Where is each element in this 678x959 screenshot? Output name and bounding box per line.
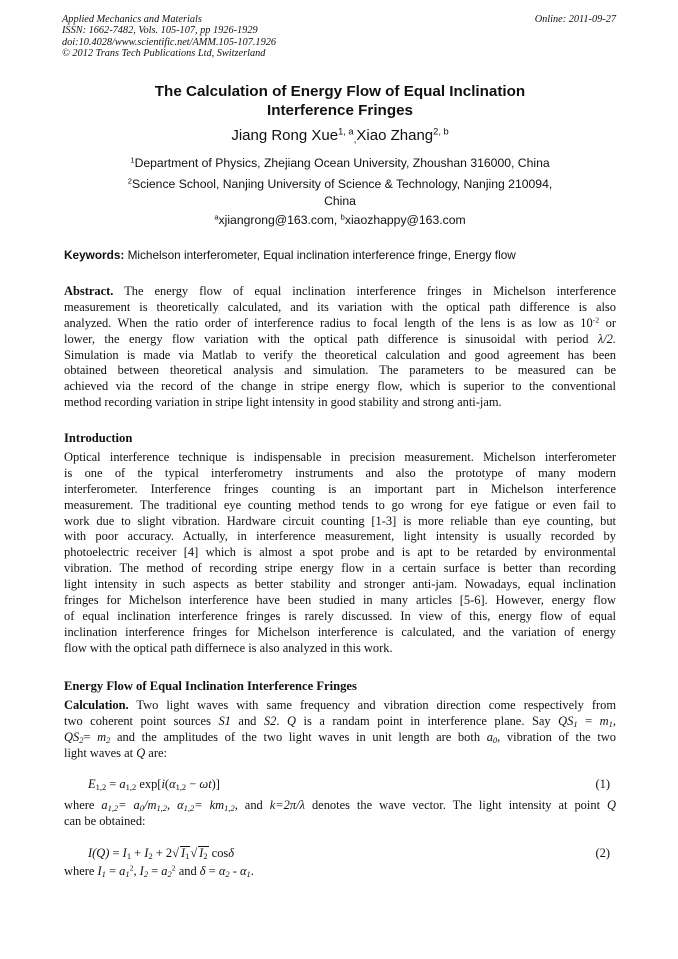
introduction-paragraph [64,450,616,657]
exponent: 2 [129,863,134,873]
body-text: and [175,864,200,878]
body-text: = [148,864,162,878]
author-1-name: Jiang Rong Xue [231,127,339,144]
symbol: Q [607,798,617,812]
abstract-text: The energy flow of equal inclination interference fringes in Michelson interference [113,284,616,298]
journal-header-left [62,14,616,60]
subscript: 1 [126,851,132,862]
abstract-line [64,316,616,332]
abstract-line: method recording variation in stripe light intensity in good stability and strong anti-jam. [64,395,502,410]
symbol: a [486,729,493,744]
math-symbol: I [199,846,204,860]
author-2-name: Xiao Zhang [356,127,434,144]
keywords-text: Michelson interferometer, Equal inclination interference fringe, Energy flow [124,248,516,262]
equation-1 [88,776,616,794]
definitions-line [64,798,616,814]
calculation-text: Two light waves with same frequency and vibration direction come respectively from [128,698,616,712]
title-line-2: Interference Fringes [266,102,414,119]
subscript: 0 [492,734,498,745]
affiliation-2-country: China [324,194,356,208]
sqrt-radicand [198,846,208,860]
calculation-line [64,698,616,714]
intensity-definitions [64,864,616,880]
calculation-text: . [276,713,287,728]
math-function: cos [208,846,229,860]
introduction-line: work due to slight vibration. Hardware circuit counting [1-3] is more reliable than eye counting, but [64,513,616,528]
introduction-line: with poor accuracy. Actually, in interference measurement, light intensity is usually recorded by [64,529,616,544]
math-operator: = [109,846,123,860]
equation-1-number: (1) [595,777,610,791]
abstract-text: lower, the energy flow variation with the optical path difference is sinusoidal with period [64,331,598,346]
author-emails [64,212,616,229]
body-text: = [105,864,120,878]
introduction-line: of equal inclination interference fringes is rarely discussed. In view of this, energy flow of equal [64,608,616,623]
subscript: 2 [143,869,149,880]
affiliation-2 [64,176,616,210]
math-symbol: E [88,777,96,791]
author-list [64,127,616,145]
math-symbol: i [161,777,165,791]
body-text: . [250,864,254,878]
paper-title [64,82,616,120]
abstract-text: analyzed. When the ratio order of interference radius to focal length of the lens is as low as 10 [64,315,593,330]
email-b-mark: b [340,212,345,222]
math-operator: + [131,846,145,860]
calculation-line [64,714,616,730]
journal-name: Applied Mechanics and Materials [62,14,202,25]
definitions-paragraph [64,798,616,830]
introduction-line: vibration. The method of recording stripe energy flow in a certain surface is better than recording [64,561,616,576]
symbol: S1 [218,713,231,728]
abstract-line [64,332,616,348]
introduction-line: flow with the optical path differnece is also analyzed in this work. [64,640,393,655]
subscript: 1 [608,719,613,729]
symbol: S2 [263,713,277,728]
symbol: α [218,864,226,878]
journal-header [62,14,616,60]
symbol: = km [194,798,225,812]
symbol: m [599,713,609,728]
calculation-label: Calculation. [64,698,129,712]
equation-1-body [88,776,220,792]
subscript: 1,2 [183,803,195,814]
calculation-text: , [612,713,616,728]
author-2-affil-mark: 2, b [433,126,449,137]
introduction-line: is one of the typical interferometry instruments and also the prototype of many modern [64,465,616,480]
calculation-text: is a randam point in interference plane. Say [295,713,559,728]
calculation-text: are: [145,745,167,760]
equation-2-number: (2) [595,846,610,860]
exponent: -2 [592,315,600,325]
abstract-line: Simulation is made via Matlab to verify the theoretical calculation and good agreement has been [64,347,616,362]
math-symbol: a [119,777,126,791]
subscript: 1,2 [156,803,168,814]
introduction-line: Optical interference technique is indispensable in precision measurement. Michelson interferometer [64,450,616,464]
email-a-mark: a [214,212,219,222]
math-symbol: δ [228,846,235,860]
symbol: QS [558,713,574,728]
body-text: where [64,798,102,812]
abstract-line: obtained between theoretical analysis and simulation. The parameters to be measured can be [64,363,616,378]
subscript: 1 [246,869,251,880]
math-operator: )] [211,777,220,791]
calculation-text: and the amplitudes of the two light waves in unit length are both [110,729,487,744]
equation-2-body [88,845,234,861]
abstract-label: Abstract. [64,284,114,298]
calculation-text: two coherent point sources [64,713,219,728]
exponent: 2 [171,863,176,873]
calculation-text: and [230,713,264,728]
abstract-line [64,284,616,300]
calculation-paragraph [64,698,616,762]
subscript: 1,2 [95,782,107,793]
math-operator: ( [164,777,170,791]
section-heading-energy-flow: Energy Flow of Equal Inclination Interference Fringes [64,679,357,693]
calculation-line [64,746,616,762]
symbol: a [101,798,108,812]
calculation-text: = [83,729,98,744]
introduction-line: measurement. The traditional eye counting method tends to go wrong for eye fatigue or even fail to [64,497,616,512]
symbol: Q [136,745,146,760]
period-symbol: λ/2. [597,331,616,346]
body-text: where [64,864,98,878]
author-1-affil-mark: 1, a [338,126,354,137]
definitions-line [64,864,616,880]
email-a: xjiangrong@163.com, [218,213,341,227]
author-separator: , [353,134,357,146]
symbol: δ [199,864,206,878]
symbol: = a [118,798,140,812]
affiliation-1 [64,155,616,172]
abstract-text: or [599,315,616,330]
online-date: Online: 2011-09-27 [534,14,616,25]
subscript: 1 [125,869,130,880]
symbol: QS [64,729,80,744]
subscript: 1,2 [175,782,187,793]
subscript: 0 [139,803,145,814]
affiliation-2-text: Science School, Nanjing University of Science & Technology, Nanjing 210094, [131,177,553,191]
subscript: 2 [148,851,153,862]
math-operator: = [106,777,120,791]
math-operator: + 2 [152,846,173,860]
introduction-line: photoelectric receiver [4] which is almost a spot probe and is apt to be retarded by environmental [64,545,616,560]
symbol: α [239,864,247,878]
body-text: , [167,798,178,812]
math-function: exp[ [136,777,162,791]
affiliation-2-mark: 2 [127,176,132,186]
symbol: /m [144,798,157,812]
calculation-line [64,730,616,746]
symbol: a [119,864,126,878]
keywords [64,248,616,263]
calculation-text: , vibration of the two [497,729,616,744]
title-line-1: The Calculation of Energy Flow of Equal Inclination [154,83,526,100]
subscript: 2 [79,734,84,745]
abstract-line: measurement is theoretically calculated, and its variation with the optical path difference is also [64,299,616,314]
math-symbol: I [88,846,93,860]
email-b: xiaozhappy@163.com [344,213,466,227]
symbol: α [177,798,184,812]
subscript: 1 [101,869,106,880]
math-symbol: I [122,846,127,860]
definitions-line: can be obtained: [64,813,146,828]
symbol: Q [286,713,296,728]
subscript: 1 [573,719,578,729]
calculation-text: = [577,713,600,728]
section-heading-introduction: Introduction [64,431,133,445]
copyright-line: © 2012 Trans Tech Publications Ltd, Switzerland [62,48,266,60]
symbol: I [139,864,144,878]
math-symbol: (Q) [92,846,110,860]
subscript: 2 [203,851,208,862]
body-text: denotes the wave vector. The light intensity at point [304,798,608,812]
sqrt-sign: √ [190,846,198,860]
subscript: 2 [225,869,230,880]
equation-2 [88,845,616,863]
affiliation-1-mark: 1 [130,155,135,165]
symbol: k=2π/λ [269,798,305,812]
math-symbol: I [144,846,149,860]
introduction-line: interferometer. Interference fringes counting is an important part in Michelson interference [64,481,616,496]
body-text: , and [234,798,270,812]
subscript: 1,2 [125,782,137,793]
abstract-line: achieved via the record of the change in stripe energy flow, which is superior to the conventional [64,379,616,394]
introduction-line: inclination interference fringes for Michelson interference is calculated, and the variation of energy [64,624,616,639]
introduction-line: fringes for Michelson interference have been studied in many articles [5-6]. However, energy flow [64,593,616,608]
introduction-line: light intensity in such aspects as better stability and stronger anti-jam. Nowadays, equal inclination [64,577,616,592]
affiliation-1-text: Department of Physics, Zhejiang Ocean University, Zhoushan 316000, China [134,156,550,170]
symbol: a [161,864,168,878]
abstract [64,284,616,411]
subscript: 2 [106,734,111,745]
subscript: 2 [167,869,172,880]
subscript: 1 [185,851,190,862]
math-symbol: I [180,846,186,860]
body-text: = [205,864,219,878]
body-text: , [133,864,140,878]
symbol: I [97,864,102,878]
subscript: 1,2 [107,803,119,814]
keywords-label: Keywords: [64,248,125,262]
issn-line: ISSN: 1662-7482, Vols. 105-107, pp 1926-1929 [62,25,258,37]
calculation-text: light waves at [64,745,137,760]
symbol: m [97,729,107,744]
sqrt-sign: √ [172,846,179,860]
doi-line: doi:10.4028/www.scientific.net/AMM.105-107.1926 [62,36,277,48]
subscript: 1,2 [224,803,235,814]
sqrt-radicand [180,846,190,860]
body-text: - [229,864,240,878]
math-symbol: ωt [199,777,212,791]
math-operator: − [186,777,200,791]
math-symbol: α [169,777,176,791]
